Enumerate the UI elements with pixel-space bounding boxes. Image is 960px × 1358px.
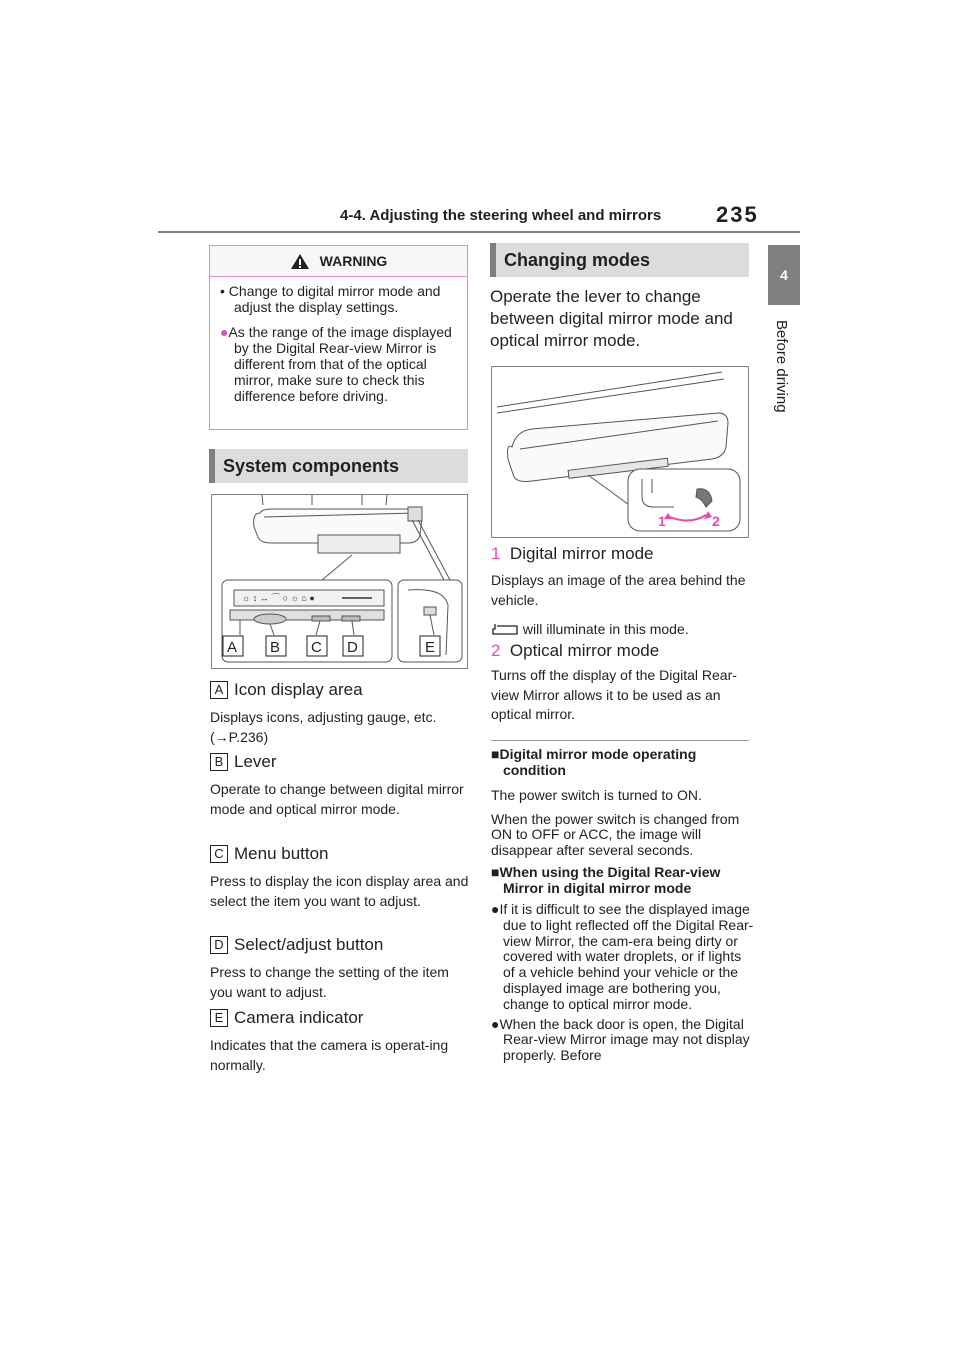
system-components-heading: System components: [209, 449, 468, 483]
fig-label-a: A: [227, 639, 238, 656]
component-item-d: [210, 935, 470, 1002]
mode-item-1: [491, 543, 761, 640]
condition-bullet: ●When the back door is open, the Digital Rear-view Mirror image may not display properly. Before: [491, 1015, 750, 1064]
condition-heading: ■Digital mirror mode operating condition: [491, 746, 697, 778]
condition-block-1: [491, 746, 756, 859]
condition-para: When the power switch is changed from ON to OFF or ACC, the image will disappear after several seconds.: [491, 810, 740, 859]
condition-para: The power switch is turned to ON.: [491, 787, 702, 803]
mode-title: Digital mirror mode: [509, 544, 654, 563]
camera-indicator-icon: [491, 622, 519, 636]
fig-label-2: 2: [712, 513, 720, 529]
mode-number: 1: [491, 544, 501, 563]
warning-item-2: [220, 324, 459, 404]
item-title: Menu button: [234, 844, 329, 863]
item-title: Camera indicator: [234, 1008, 364, 1027]
changing-modes-intro: Operate the lever to change between digital mirror mode and optical mirror mode.: [490, 287, 733, 350]
warning-body: [210, 277, 467, 404]
warning-box: [209, 245, 468, 430]
fig-label-1: 1: [658, 513, 666, 529]
item-letter: D: [210, 936, 228, 954]
condition-bullet: ●If it is difficult to see the displayed image due to light reflected off the Digital Rear-view Mirror, the cam-era being dirty or covered with water droplets, or if lights of a vehicle behind your vehicle or the displayed image are bothering you, change to optical mirror mode.: [491, 901, 754, 1012]
mirror-lever-illustration: [492, 367, 748, 537]
mirror-components-illustration: [212, 495, 467, 668]
changing-modes-figure: [491, 366, 749, 538]
item-letter: A: [210, 681, 228, 699]
mode-desc: Displays an image of the area behind the vehicle.: [491, 572, 746, 608]
warning-item-2-text: As the range of the image displayed by the Digital Rear-view Mirror is different from that of the optical mirror, make sure to check this difference before driving.: [228, 324, 452, 404]
warning-bullet-icon: ●: [220, 324, 229, 340]
condition-block-2: [491, 864, 756, 1064]
item-desc: Press to change the setting of the item you want to adjust.: [210, 964, 449, 1000]
component-item-a: [210, 680, 470, 747]
component-item-b: [210, 752, 470, 819]
warning-triangle-icon: [290, 253, 310, 270]
chapter-label: [770, 320, 798, 740]
mode-title: Optical mirror mode: [509, 641, 660, 660]
divider: [491, 740, 749, 741]
item-desc: Indicates that the camera is operat-ing normally.: [210, 1037, 449, 1073]
item-title: Select/adjust button: [234, 935, 384, 954]
item-letter: E: [210, 1009, 228, 1027]
mode-number: 2: [491, 641, 501, 660]
fig-label-e: E: [425, 639, 436, 656]
fig-label-b: B: [270, 639, 281, 656]
item-letter: B: [210, 753, 228, 771]
changing-modes-heading: Changing modes: [490, 243, 749, 277]
item-title: Icon display area: [234, 680, 363, 699]
svg-text:☼ ↕ ↔ ⌒ ○ ☼ ⌂ ●: ☼ ↕ ↔ ⌒ ○ ☼ ⌂ ●: [242, 593, 315, 603]
item-letter: C: [210, 845, 228, 863]
system-components-figure: [211, 494, 468, 669]
item-title: Lever: [234, 752, 277, 771]
header-rule: [158, 231, 800, 233]
component-item-e: [210, 1008, 470, 1075]
warning-item-1: • Change to digital mirror mode and adjust the display settings.: [220, 283, 441, 315]
fig-label-c: C: [311, 639, 322, 656]
condition-heading: ■When using the Digital Rear-view Mirror in digital mirror mode: [491, 864, 721, 896]
mode-note-text: will illuminate in this mode.: [522, 621, 689, 637]
page-number: 235: [716, 202, 759, 227]
item-desc: Press to display the icon display area and select the item you want to adjust.: [210, 873, 469, 909]
warning-title: WARNING: [319, 253, 388, 269]
item-desc: Displays icons, adjusting gauge, etc. (→P.236): [210, 709, 437, 745]
fig-label-d: D: [347, 639, 358, 656]
mode-desc: Turns off the display of the Digital Rear-view Mirror allows it to be used as an optical mirror.: [491, 667, 737, 722]
chapter-label-text: Before driving: [773, 320, 790, 413]
chapter-tab: 4: [768, 245, 800, 305]
section-title: 4-4. Adjusting the steering wheel and mirrors: [340, 207, 662, 224]
mode-item-2: [491, 640, 761, 725]
mode-note: [491, 620, 761, 640]
component-item-c: [210, 844, 470, 911]
warning-header: [210, 246, 467, 277]
item-desc: Operate to change between digital mirror mode and optical mirror mode.: [210, 781, 464, 817]
